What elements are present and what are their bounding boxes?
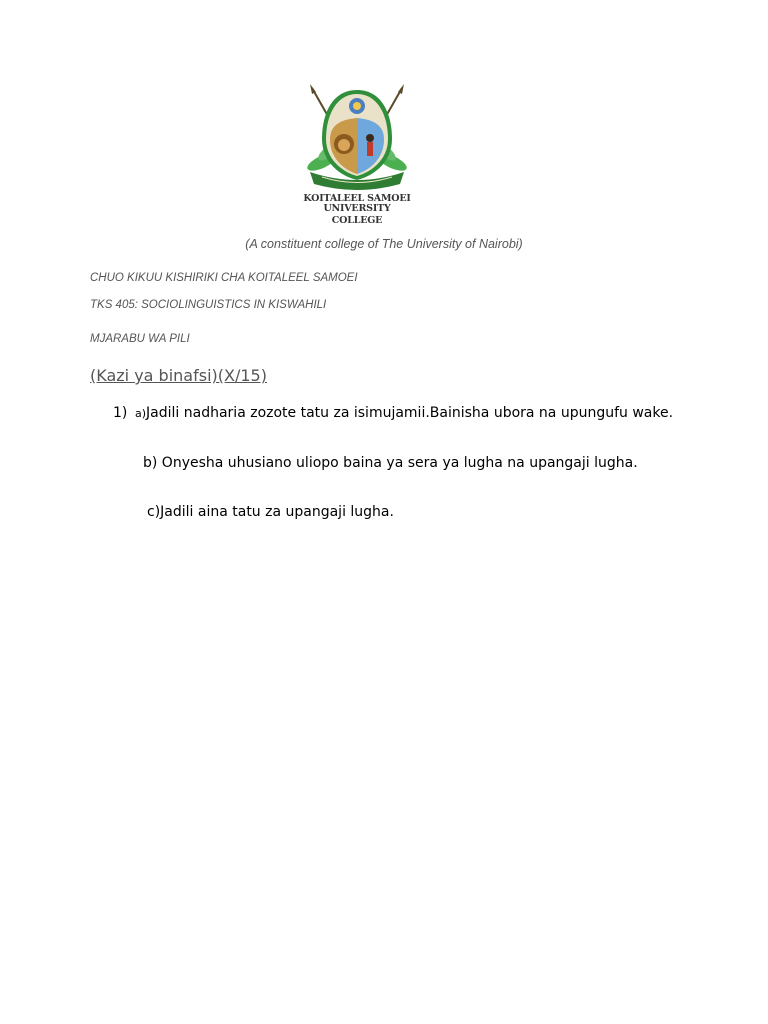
question-c: c)Jadili aina tatu za upangaji lugha. bbox=[147, 504, 394, 520]
college-subtitle: (A constituent college of The University of Nairobi) bbox=[245, 237, 523, 251]
college-crest-icon bbox=[282, 84, 432, 192]
exercise-title: MJARABU WA PILI bbox=[90, 333, 190, 345]
question-a-marker: a) bbox=[135, 407, 147, 420]
question-a bbox=[135, 403, 675, 424]
logo-text-line2: COLLEGE bbox=[331, 215, 383, 226]
college-logo bbox=[272, 84, 442, 226]
logo-text-line1: KOITALEEL SAMOEI UNIVERSITY bbox=[303, 193, 411, 214]
school-name: CHUO KIKUU KISHIRIKI CHA KOITALEEL SAMOEI bbox=[90, 272, 358, 284]
assignment-heading: (Kazi ya binafsi)(X/15) bbox=[90, 366, 267, 385]
question-a-text: Jadili nadharia zozote tatu za isimujamii.Bainisha ubora na upungufu wake. bbox=[146, 405, 674, 421]
question-number: 1) bbox=[113, 405, 128, 421]
course-code: TKS 405: SOCIOLINGUISTICS IN KISWAHILI bbox=[90, 299, 327, 311]
question-b: b) Onyesha uhusiano uliopo baina ya sera ya lugha na upangaji lugha. bbox=[143, 455, 638, 471]
